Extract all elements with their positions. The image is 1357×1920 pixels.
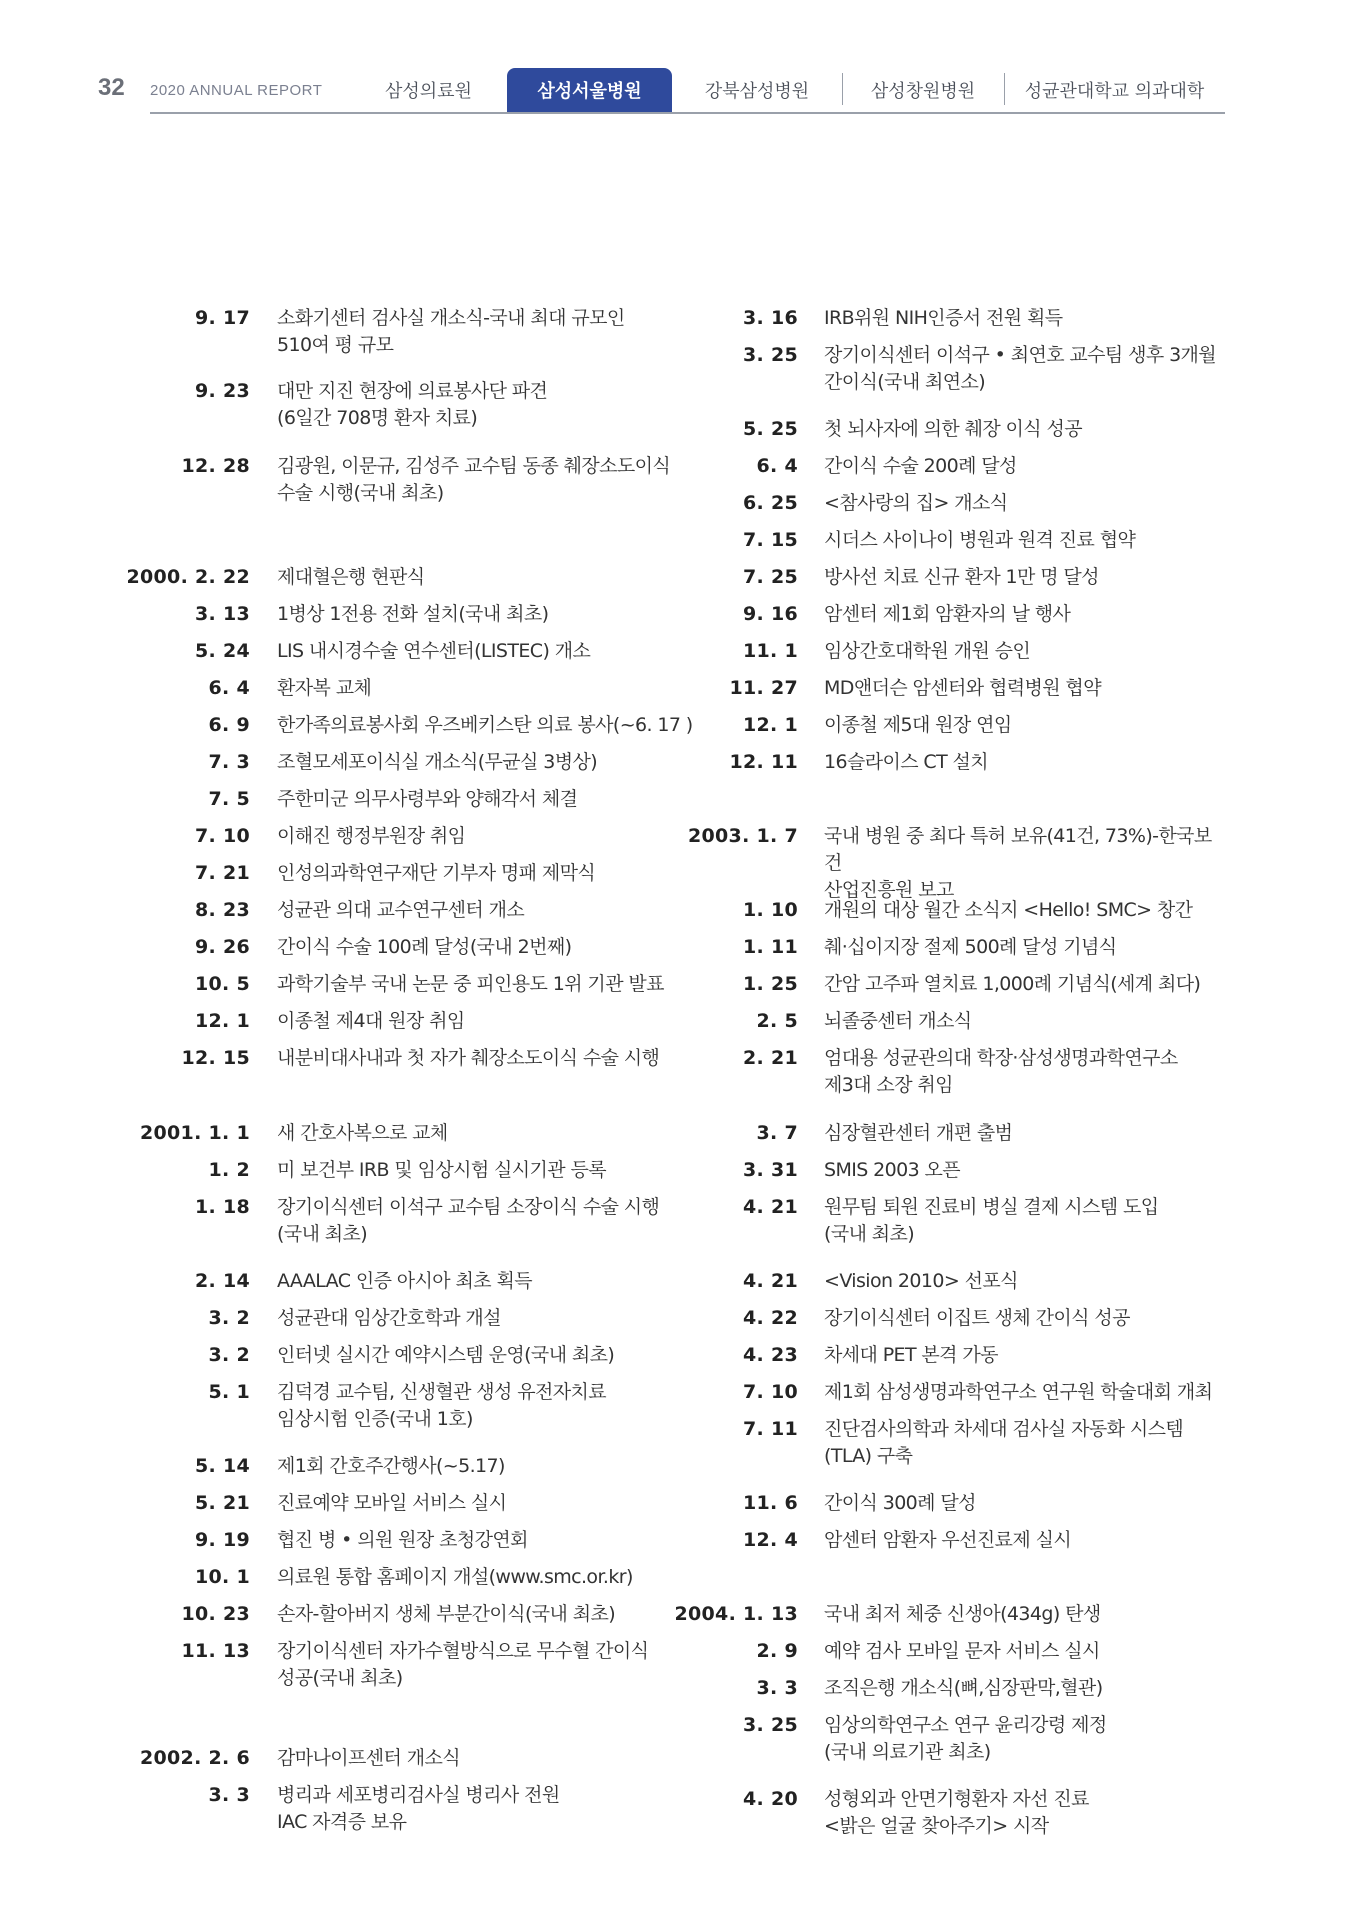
- entry-description: 간암 고주파 열치료 1,000례 기념식(세계 최다): [824, 973, 1201, 995]
- entry-description: 개원의 대상 월간 소식지 <Hello! SMC> 창간: [824, 899, 1193, 921]
- tab-samsung-seoul-hospital[interactable]: 삼성서울병원: [507, 68, 672, 112]
- entry-date: 2. 21: [743, 1047, 798, 1069]
- entry-description: 1병상 1전용 전화 설치(국내 최초): [277, 603, 549, 625]
- entry-description: 성균관 의대 교수연구센터 개소: [277, 899, 525, 921]
- entry-description: 임상간호대학원 개원 승인: [824, 640, 1031, 662]
- section-tabs: [350, 68, 1225, 112]
- report-title: 2020 ANNUAL REPORT: [150, 82, 323, 99]
- entry-date: 4. 23: [743, 1344, 798, 1366]
- entry-date: 2. 14: [195, 1270, 250, 1292]
- entry-description: 예약 검사 모바일 문자 서비스 실시: [824, 1640, 1100, 1662]
- entry-date: 2002. 2. 6: [140, 1747, 250, 1769]
- entry-date: 11. 1: [743, 640, 798, 662]
- entry-date: 1. 18: [195, 1196, 250, 1218]
- entry-date: 7. 21: [195, 862, 250, 884]
- entry-date: 6. 4: [208, 677, 250, 699]
- entry-description: <참사랑의 집> 개소식: [824, 492, 1008, 514]
- entry-date: 9. 19: [195, 1529, 250, 1551]
- entry-description: 진단검사의학과 차세대 검사실 자동화 시스템 (TLA) 구축: [824, 1418, 1184, 1467]
- entry-date: 2004. 1. 13: [674, 1603, 798, 1625]
- entry-description: 차세대 PET 본격 가동: [824, 1344, 998, 1366]
- entry-description: 이종철 제5대 원장 연임: [824, 714, 1012, 736]
- entry-date: 3. 25: [743, 1714, 798, 1736]
- entry-date: 2003. 1. 7: [688, 825, 798, 847]
- entry-description: 제1회 간호주간행사(~5.17): [277, 1455, 505, 1477]
- entry-description: 장기이식센터 자가수혈방식으로 무수혈 간이식 성공(국내 최초): [277, 1640, 649, 1689]
- entry-description: AAALAC 인증 아시아 최초 획득: [277, 1270, 532, 1292]
- header-divider: [150, 112, 1225, 114]
- entry-description: 김덕경 교수팀, 신생혈관 생성 유전자치료 임상시험 인증(국내 1호): [277, 1381, 607, 1430]
- entry-date: 9. 23: [195, 380, 250, 402]
- entry-date: 3. 2: [208, 1344, 250, 1366]
- entry-date: 9. 26: [195, 936, 250, 958]
- entry-description: 간이식 수술 100례 달성(국내 2번째): [277, 936, 572, 958]
- entry-date: 1. 11: [743, 936, 798, 958]
- entry-description: 췌·십이지장 절제 500례 달성 기념식: [824, 936, 1117, 958]
- entry-description: 김광원, 이문규, 김성주 교수팀 동종 췌장소도이식 수술 시행(국내 최초): [277, 455, 671, 504]
- entry-description: 손자-할아버지 생체 부분간이식(국내 최초): [277, 1603, 616, 1625]
- entry-date: 9. 17: [195, 307, 250, 329]
- entry-date: 5. 1: [208, 1381, 250, 1403]
- entry-description: 국내 병원 중 최다 특허 보유(41건, 73%)-한국보건 산업진흥원 보고: [824, 825, 1212, 901]
- entry-date: 4. 20: [743, 1788, 798, 1810]
- entry-description: 국내 최저 체중 신생아(434g) 탄생: [824, 1603, 1101, 1625]
- entry-date: 7. 15: [743, 529, 798, 551]
- entry-date: 3. 2: [208, 1307, 250, 1329]
- entry-date: 12. 1: [195, 1010, 250, 1032]
- page-header: [0, 0, 1357, 115]
- entry-description: 원무팀 퇴원 진료비 병실 결제 시스템 도입 (국내 최초): [824, 1196, 1159, 1245]
- entry-description: 진료예약 모바일 서비스 실시: [277, 1492, 507, 1514]
- entry-description: 환자복 교체: [277, 677, 372, 699]
- entry-description: 간이식 수술 200례 달성: [824, 455, 1017, 477]
- entry-description: LIS 내시경수술 연수센터(LISTEC) 개소: [277, 640, 591, 662]
- entry-date: 11. 13: [181, 1640, 250, 1662]
- entry-date: 7. 10: [195, 825, 250, 847]
- entry-description: 한가족의료봉사회 우즈베키스탄 의료 봉사(~6. 17 ): [277, 714, 693, 736]
- entry-description: 이종철 제4대 원장 취임: [277, 1010, 465, 1032]
- entry-description: 심장혈관센터 개편 출범: [824, 1122, 1013, 1144]
- tab-skku-school-of-medicine[interactable]: 성균관대학교 의과대학: [1004, 68, 1225, 112]
- entry-description: 16슬라이스 CT 설치: [824, 751, 989, 773]
- entry-description: 장기이식센터 이석구 • 최연호 교수팀 생후 3개월 간이식(국내 최연소): [824, 344, 1217, 393]
- entry-date: 3. 7: [756, 1122, 798, 1144]
- entry-date: 3. 3: [756, 1677, 798, 1699]
- entry-date: 10. 23: [181, 1603, 250, 1625]
- entry-date: 5. 25: [743, 418, 798, 440]
- entry-description: MD앤더슨 암센터와 협력병원 협약: [824, 677, 1101, 699]
- entry-description: 의료원 통합 홈페이지 개설(www.smc.or.kr): [277, 1566, 633, 1588]
- entry-description: 성균관대 임상간호학과 개설: [277, 1307, 501, 1329]
- entry-description: 성형외과 안면기형환자 자선 진료 <밝은 얼굴 찾아주기> 시작: [824, 1788, 1089, 1837]
- entry-date: 5. 24: [195, 640, 250, 662]
- entry-description: 암센터 제1회 암환자의 날 행사: [824, 603, 1071, 625]
- entry-description: 시더스 사이나이 병원과 원격 진료 협약: [824, 529, 1136, 551]
- entry-date: 2. 9: [756, 1640, 798, 1662]
- entry-date: 7. 5: [208, 788, 250, 810]
- entry-date: 1. 2: [208, 1159, 250, 1181]
- entry-date: 12. 4: [743, 1529, 798, 1551]
- entry-description: 대만 지진 현장에 의료봉사단 파견 (6일간 708명 환자 치료): [277, 380, 548, 429]
- entry-date: 3. 13: [195, 603, 250, 625]
- entry-description: 조직은행 개소식(뼈,심장판막,혈관): [824, 1677, 1103, 1699]
- entry-date: 3. 16: [743, 307, 798, 329]
- entry-description: 소화기센터 검사실 개소식-국내 최대 규모인 510여 평 규모: [277, 307, 625, 356]
- tab-samsung-changwon-hospital[interactable]: 삼성창원병원: [842, 68, 1004, 112]
- entry-description: 미 보건부 IRB 및 임상시험 실시기관 등록: [277, 1159, 606, 1181]
- entry-date: 10. 1: [195, 1566, 250, 1588]
- entry-date: 2001. 1. 1: [140, 1122, 250, 1144]
- entry-date: 8. 23: [195, 899, 250, 921]
- entry-description: IRB위원 NIH인증서 전원 획득: [824, 307, 1063, 329]
- entry-description: 과학기술부 국내 논문 중 피인용도 1위 기관 발표: [277, 973, 664, 995]
- entry-date: 2000. 2. 22: [126, 566, 250, 588]
- entry-description: <Vision 2010> 선포식: [824, 1270, 1018, 1292]
- tab-samsung-medical-center[interactable]: 삼성의료원: [385, 81, 472, 102]
- entry-description: 임상의학연구소 연구 윤리강령 제정 (국내 의료기관 최초): [824, 1714, 1107, 1763]
- entry-description: 간이식 300례 달성: [824, 1492, 976, 1514]
- entry-date: 9. 16: [743, 603, 798, 625]
- entry-description: 제대혈은행 현판식: [277, 566, 425, 588]
- entry-description: 엄대용 성균관의대 학장·삼성생명과학연구소 제3대 소장 취임: [824, 1047, 1178, 1096]
- entry-date: 12. 15: [181, 1047, 250, 1069]
- entry-date: 4. 21: [743, 1270, 798, 1292]
- tab-kangbuk-samsung-hospital[interactable]: 강북삼성병원: [704, 81, 810, 102]
- entry-date: 1. 25: [743, 973, 798, 995]
- entry-date: 1. 10: [743, 899, 798, 921]
- entry-date: 12. 11: [729, 751, 798, 773]
- entry-date: 3. 31: [743, 1159, 798, 1181]
- entry-description: 장기이식센터 이석구 교수팀 소장이식 수술 시행 (국내 최초): [277, 1196, 660, 1245]
- entry-description: 새 간호사복으로 교체: [277, 1122, 448, 1144]
- entry-description: 방사선 치료 신규 환자 1만 명 달성: [824, 566, 1099, 588]
- entry-description: 주한미군 의무사령부와 양해각서 체결: [277, 788, 578, 810]
- entry-description: 뇌졸중센터 개소식: [824, 1010, 972, 1032]
- entry-date: 10. 5: [195, 973, 250, 995]
- entry-description: 암센터 암환자 우선진료제 실시: [824, 1529, 1072, 1551]
- entry-date: 11. 6: [743, 1492, 798, 1514]
- page-number: 32: [98, 74, 125, 101]
- entry-description: 감마나이프센터 개소식: [277, 1747, 460, 1769]
- entry-description: 인터넷 실시간 예약시스템 운영(국내 최초): [277, 1344, 615, 1366]
- entry-date: 6. 9: [208, 714, 250, 736]
- entry-date: 12. 28: [181, 455, 250, 477]
- entry-description: 인성의과학연구재단 기부자 명패 제막식: [277, 862, 596, 884]
- entry-date: 3. 25: [743, 344, 798, 366]
- entry-description: 내분비대사내과 첫 자가 췌장소도이식 수술 시행: [277, 1047, 660, 1069]
- entry-description: 장기이식센터 이집트 생체 간이식 성공: [824, 1307, 1130, 1329]
- entry-date: 6. 4: [756, 455, 798, 477]
- entry-description: SMIS 2003 오픈: [824, 1159, 961, 1181]
- entry-date: 12. 1: [743, 714, 798, 736]
- entry-date: 4. 22: [743, 1307, 798, 1329]
- entry-description: 이해진 행정부원장 취임: [277, 825, 466, 847]
- entry-date: 7. 11: [743, 1418, 798, 1440]
- entry-date: 6. 25: [743, 492, 798, 514]
- entry-date: 2. 5: [756, 1010, 798, 1032]
- entry-date: 11. 27: [729, 677, 798, 699]
- entry-description: 협진 병 • 의원 원장 초청강연회: [277, 1529, 528, 1551]
- entry-date: 5. 21: [195, 1492, 250, 1514]
- entry-date: 7. 10: [743, 1381, 798, 1403]
- entry-date: 7. 25: [743, 566, 798, 588]
- entry-description: 첫 뇌사자에 의한 췌장 이식 성공: [824, 418, 1083, 440]
- entry-description: 제1회 삼성생명과학연구소 연구원 학술대회 개최: [824, 1381, 1213, 1403]
- entry-description: 병리과 세포병리검사실 병리사 전원 IAC 자격증 보유: [277, 1784, 560, 1833]
- entry-date: 4. 21: [743, 1196, 798, 1218]
- entry-date: 7. 3: [208, 751, 250, 773]
- entry-date: 3. 3: [208, 1784, 250, 1806]
- entry-description: 조혈모세포이식실 개소식(무균실 3병상): [277, 751, 598, 773]
- entry-date: 5. 14: [195, 1455, 250, 1477]
